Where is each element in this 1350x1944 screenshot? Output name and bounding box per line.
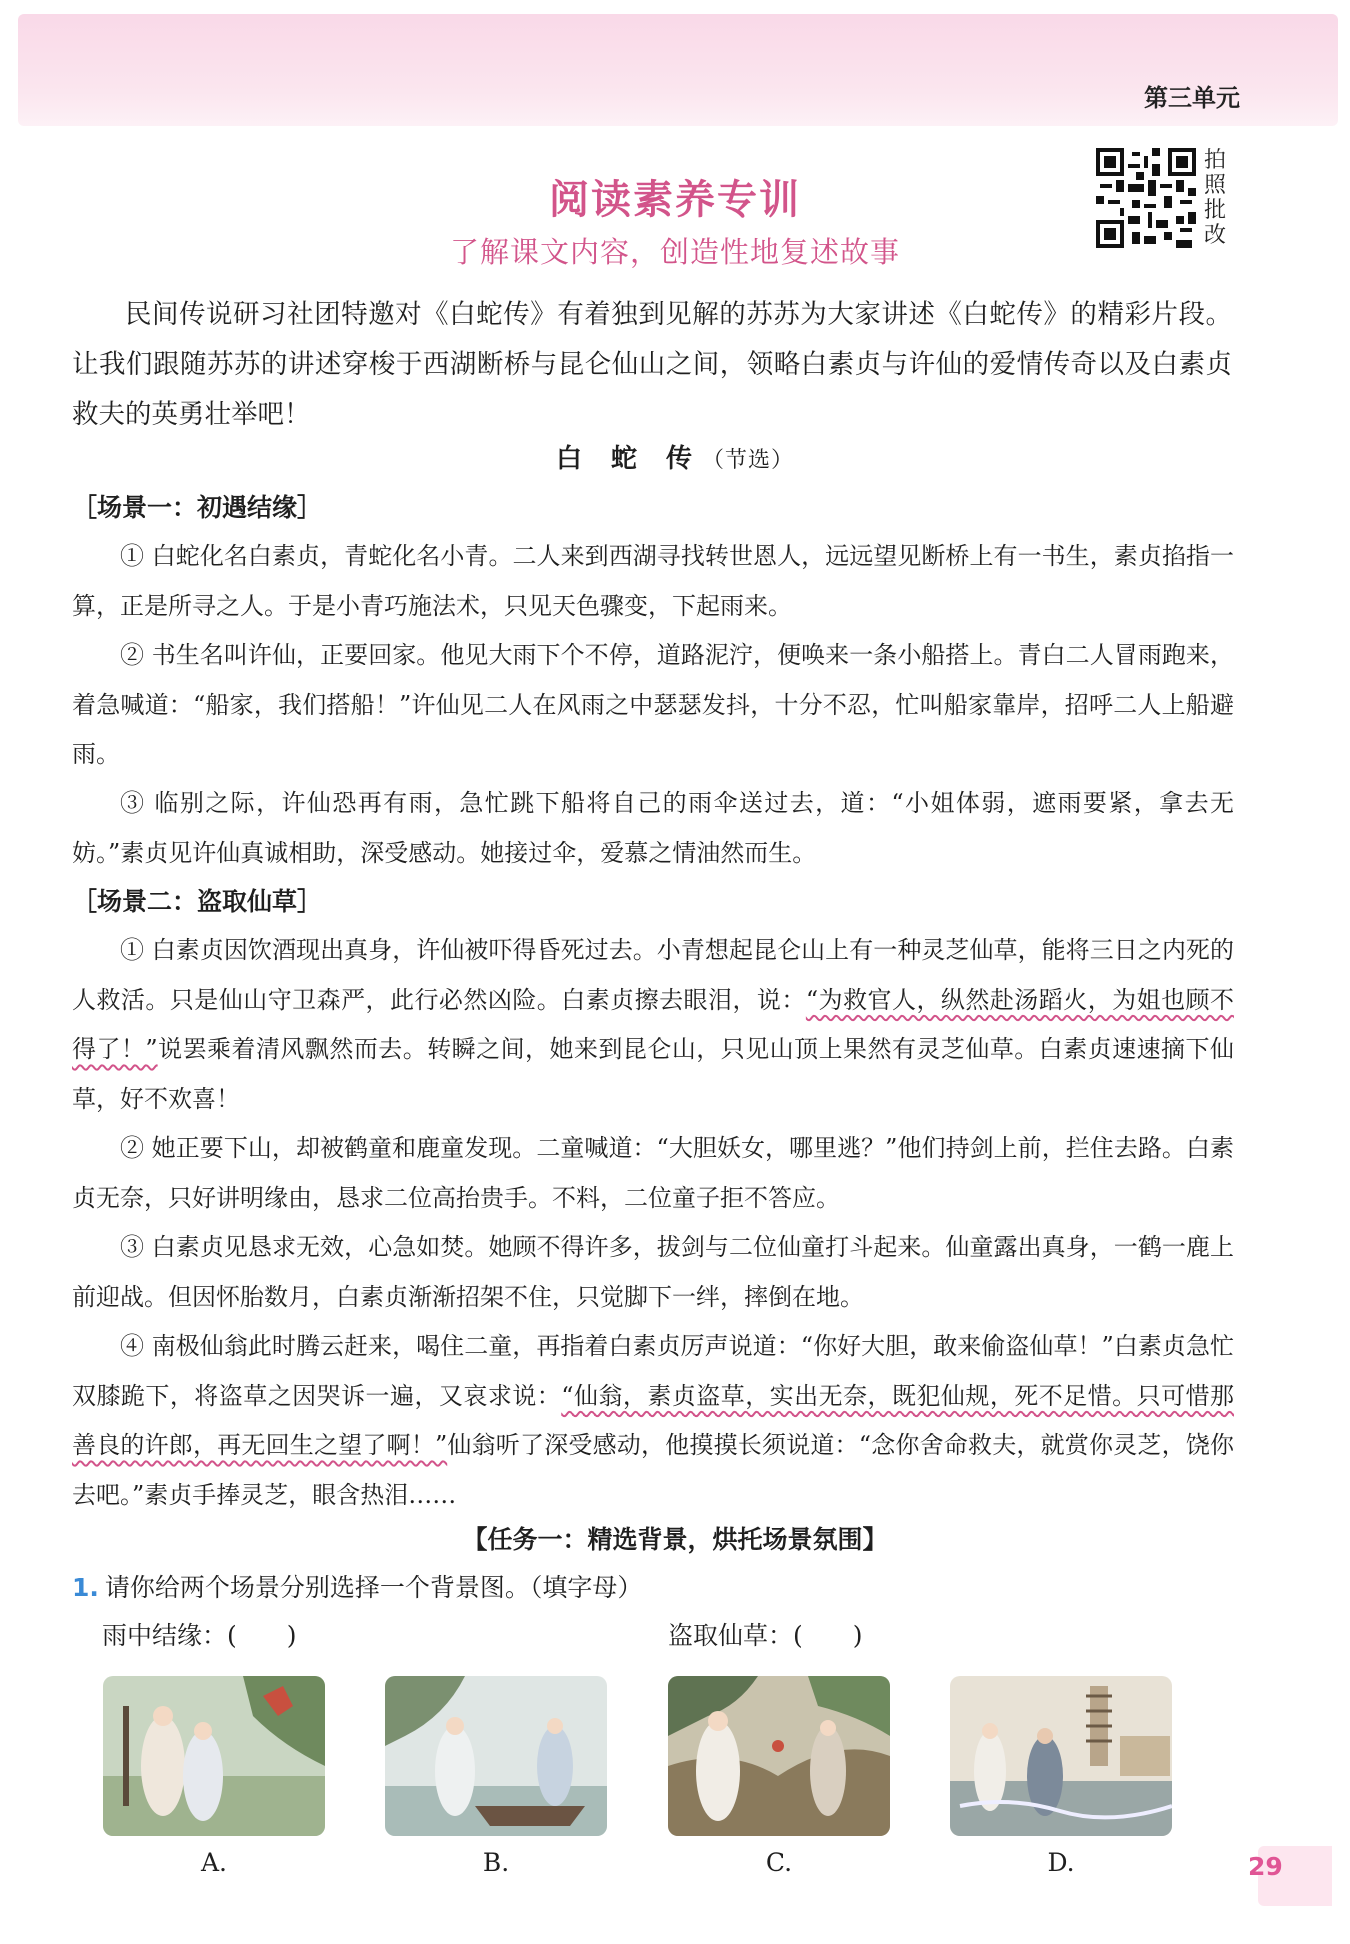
option-label-d: D. — [1047, 1848, 1075, 1877]
option-image-a — [103, 1676, 325, 1836]
option-label-b: B. — [482, 1848, 510, 1877]
option-label-c: C. — [765, 1848, 793, 1877]
story-title — [0, 438, 1350, 475]
header-band — [18, 14, 1338, 126]
scene2-p4-text-a: ④ 南极仙翁此时腾云赶来，喝住二童，再指着白素贞厉声说道：“你好大胆，敢来偷盗仙草！”白素贞急忙双膝跪下，将盗草之因哭诉一遍，又哀求说： — [72, 1332, 1234, 1410]
scene2-p1-underlined: “为救官人，纵然赴汤蹈火，为姐也顾不得了！” — [72, 985, 1234, 1063]
scene2-p4-underlined: “仙翁，素贞盗草，实出无奈，既犯仙规，死不足惜。只可惜那善良的许郎，再无回生之望了啊！” — [72, 1381, 1234, 1459]
intro-paragraph: 民间传说研习社团特邀对《白蛇传》有着独到见解的苏苏为大家讲述《白蛇传》的精彩片段。让我们跟随苏苏的讲述穿梭于西湖断桥与昆仑仙山之间，领略白素贞与许仙的爱情传奇以及白素贞救夫的英勇壮举吧！ — [72, 299, 1232, 430]
page-subtitle: 了解课文内容，创造性地复述故事 — [449, 235, 900, 269]
option-image-c — [668, 1676, 890, 1836]
scene1-paragraph-3: ③ 临别之际，许仙恐再有雨，急忙跳下船将自己的雨伞送过去，道：“小姐体弱，遮雨要紧，拿去无妨。”素贞见许仙真诚相助，深受感动。她接过伞，爱慕之情油然而生。 — [72, 789, 1234, 867]
task-heading: 【任务一：精选背景，烘托场景氛围】 — [462, 1525, 888, 1554]
option-image-d — [950, 1676, 1172, 1836]
option-image-b — [385, 1676, 607, 1836]
question-number: 1. — [72, 1573, 99, 1602]
story-title-text: 白 蛇 传 — [555, 444, 703, 474]
scene2-paragraph-1 — [72, 926, 1234, 1124]
scene1-paragraph-2: ② 书生名叫许仙，正要回家。他见大雨下个不停，道路泥泞，便唤来一条小船搭上。青白二人冒雨跑来，着急喊道：“船家，我们搭船！”许仙见二人在风雨之中瑟瑟发抖，十分不忍，忙叫船家靠岸，招呼二人上船避雨。 — [72, 641, 1234, 768]
unit-label: 第三单元 — [1144, 84, 1240, 112]
scene2-paragraph-2: ② 她正要下山，却被鹤童和鹿童发现。二童喊道：“大胆妖女，哪里逃？”他们持剑上前，拦住去路。白素贞无奈，只好讲明缘由，恳求二位高抬贵手。不料，二位童子拒不答应。 — [72, 1134, 1234, 1212]
page-title: 阅读素养专训 — [549, 177, 801, 223]
page-number: 29 — [1248, 1852, 1283, 1881]
scene2-paragraph-3: ③ 白素贞见恳求无效，心急如焚。她顾不得许多，拔剑与二位仙童打斗起来。仙童露出真身，一鹤一鹿上前迎战。但因怀胎数月，白素贞渐渐招架不住，只觉脚下一绊，摔倒在地。 — [72, 1233, 1234, 1311]
scene1-heading: ［场景一：初遇结缘］ — [72, 493, 323, 522]
scene2-p1-text-a: ① 白素贞因饮酒现出真身，许仙被吓得昏死过去。小青想起昆仑山上有一种灵芝仙草，能将三日之内死的人救活。只是仙山守卫森严，此行必然凶险。白素贞擦去眼泪，说： — [72, 936, 1234, 1014]
answer-blank-scene2[interactable]: 盗取仙草：( ) — [668, 1621, 863, 1650]
option-label-a: A. — [200, 1848, 227, 1877]
question-text: 请你给两个场景分别选择一个背景图。（填字母） — [104, 1573, 643, 1602]
answer-blank-scene1[interactable]: 雨中结缘：( ) — [102, 1621, 297, 1650]
scene2-heading: ［场景二：盗取仙草］ — [72, 887, 323, 916]
question-1 — [72, 1568, 642, 1604]
scene2-p1-text-c: 说罢乘着清风飘然而去。转瞬之间，她来到昆仑山，只见山顶上果然有灵芝仙草。白素贞速速摘下仙草，好不欢喜！ — [72, 1035, 1234, 1113]
scene2-p4-text-c: 仙翁听了深受感动，他摸摸长须说道：“念你舍命救夫，就赏你灵芝，饶你去吧。”素贞手捧灵芝，眼含热泪…… — [72, 1431, 1234, 1509]
qr-caption: 拍照批改 — [1204, 148, 1227, 248]
scene1-paragraph-1: ① 白蛇化名白素贞，青蛇化名小青。二人来到西湖寻找转世恩人，远远望见断桥上有一书生，素贞掐指一算，正是所寻之人。于是小青巧施法术，只见天色骤变，下起雨来。 — [72, 542, 1234, 620]
story-title-note: （节选） — [702, 448, 795, 473]
scene2-paragraph-4 — [72, 1322, 1234, 1520]
